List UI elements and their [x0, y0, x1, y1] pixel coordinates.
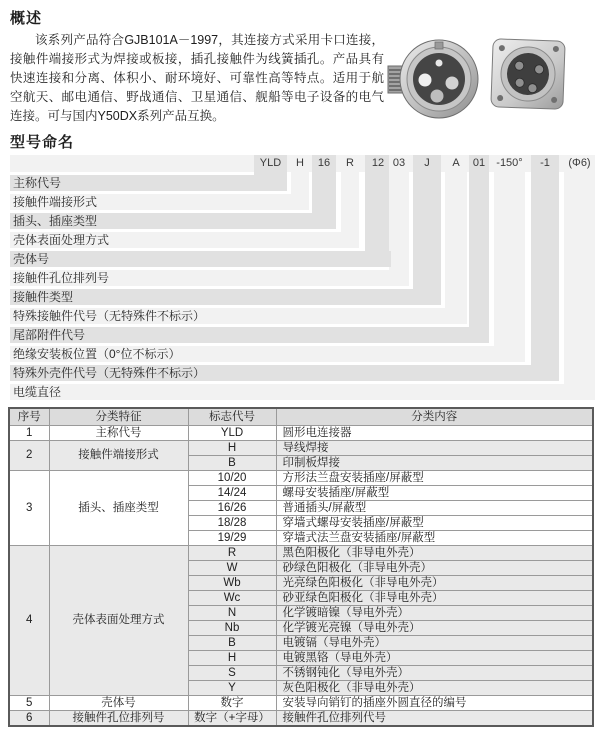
content-cell: 螺母安装插座/屏蔽型 [276, 486, 593, 501]
mark-code-cell: R [188, 546, 276, 561]
content-cell: 印制板焊接 [276, 456, 593, 471]
content-cell: 不锈钢钝化（导电外壳） [276, 666, 593, 681]
model-code-part: (Φ6) [568, 157, 591, 169]
content-cell: 电镀镉（导电外壳） [276, 636, 593, 651]
mark-code-cell: 18/28 [188, 516, 276, 531]
model-code-part: 01 [472, 157, 486, 169]
table-row [9, 696, 593, 711]
content-cell: 化学镀暗镍（导电外壳） [276, 606, 593, 621]
model-code-column-strip [389, 155, 409, 286]
model-code-column-strip [469, 155, 489, 343]
feature-cell: 主称代号 [49, 426, 188, 441]
content-cell: 电镀黑铬（导电外壳） [276, 651, 593, 666]
content-cell: 穿墙式螺母安装插座/屏蔽型 [276, 516, 593, 531]
feature-cell: 壳体号 [49, 696, 188, 711]
serial-no-cell: 2 [9, 441, 49, 471]
model-naming-label-bar: 接触件孔位排列号 [10, 270, 409, 286]
table-header-row [9, 408, 593, 426]
mark-code-cell: N [188, 606, 276, 621]
content-cell: 接触件孔位排列代号 [276, 711, 593, 727]
content-cell: 普通插头/屏蔽型 [276, 501, 593, 516]
feature-cell: 壳体表面处理方式 [49, 546, 188, 696]
mark-code-cell: 16/26 [188, 501, 276, 516]
mark-code-cell: H [188, 651, 276, 666]
mark-code-cell: 数字 [188, 696, 276, 711]
model-code-column-strip [564, 155, 595, 400]
content-cell: 圆形电连接器 [276, 426, 593, 441]
mark-code-cell: Wb [188, 576, 276, 591]
mark-code-cell: Wc [188, 591, 276, 606]
overview-section-title: 概述 [10, 10, 43, 27]
model-naming-label-bar: 尾部附件代号 [10, 327, 489, 343]
table-row [9, 441, 593, 456]
mark-code-cell: 19/29 [188, 531, 276, 546]
model-naming-label-bar: 壳体号 [10, 251, 391, 267]
model-naming-label-bar: 接触件类型 [10, 289, 441, 305]
table-row [9, 711, 593, 727]
content-cell: 穿墙式法兰盘安装插座/屏蔽型 [276, 531, 593, 546]
serial-no-cell: 3 [9, 471, 49, 546]
feature-cell: 接触件孔位排列号 [49, 711, 188, 727]
mark-code-cell: B [188, 456, 276, 471]
content-cell: 灰色阳极化（非导电外壳） [276, 681, 593, 696]
model-code-part: -150° [496, 157, 523, 169]
content-cell: 安装导向销钉的插座外圆直径的编号 [276, 696, 593, 711]
table-row [9, 546, 593, 561]
circular-plug-connector-photo [386, 36, 480, 127]
model-naming-label-bar: 特殊接触件代号（无特殊件不标示） [10, 308, 467, 324]
content-cell: 砂亚绿色阳极化（非导电外壳） [276, 591, 593, 606]
mark-code-cell: 14/24 [188, 486, 276, 501]
header-feature: 分类特征 [49, 408, 188, 426]
model-naming-label-bar: 壳体表面处理方式 [10, 232, 359, 248]
model-code-part: 03 [392, 157, 406, 169]
model-code-part: 16 [317, 157, 331, 169]
model-naming-label-bar: 特殊外壳件代号（无特殊件不标示） [10, 365, 559, 381]
mark-code-cell: H [188, 441, 276, 456]
content-cell: 砂绿色阳极化（非导电外壳） [276, 561, 593, 576]
model-code-column-strip [531, 155, 559, 381]
square-flange-receptacle-photo [487, 36, 569, 119]
model-code-column-strip [445, 155, 467, 324]
serial-no-cell: 6 [9, 711, 49, 727]
model-code-part: -1 [540, 157, 550, 169]
content-cell: 黑色阳极化（非导电外壳） [276, 546, 593, 561]
content-cell: 导线焊接 [276, 441, 593, 456]
model-naming-label-bar: 绝缘安装板位置（0°位不标示） [10, 346, 525, 362]
serial-no-cell: 4 [9, 546, 49, 696]
model-code-part: 12 [371, 157, 385, 169]
model-code-column-strip [494, 155, 525, 362]
content-cell: 方形法兰盘安装插座/屏蔽型 [276, 471, 593, 486]
mark-code-cell: W [188, 561, 276, 576]
model-naming-label-bar: 主称代号 [10, 175, 287, 191]
mark-code-cell: B [188, 636, 276, 651]
model-code-part: R [346, 157, 354, 169]
mark-code-cell: 数字（+字母） [188, 711, 276, 727]
overview-paragraph: 该系列产品符合GJB101A－1997，其连接方式采用卡口连接，接触件端接形式为焊接或板接，插孔接触件为线簧插孔。产品具有快速连接和分离、体积小、耐环境好、可靠性高等特点。适用于航空航天、邮电通信、野战通信、卫星通信、舰船等电子设备的电气连接。可与国内Y50DX系列产品互换。 [10, 33, 384, 123]
serial-no-cell: 1 [9, 426, 49, 441]
content-cell: 化学镀光亮镍（导电外壳） [276, 621, 593, 636]
table-row [9, 471, 593, 486]
content-cell: 光亮绿色阳极化（非导电外壳） [276, 576, 593, 591]
mark-code-cell: YLD [188, 426, 276, 441]
serial-no-cell: 5 [9, 696, 49, 711]
header-serial-no: 序号 [9, 408, 49, 426]
model-naming-diagram [0, 155, 600, 403]
header-mark-code: 标志代号 [188, 408, 276, 426]
model-naming-label-bar: 接触件端接形式 [10, 194, 309, 210]
model-naming-section-title: 型号命名 [10, 134, 75, 151]
feature-cell: 插头、插座类型 [49, 471, 188, 546]
header-content: 分类内容 [276, 408, 593, 426]
model-code-part: H [296, 157, 304, 169]
model-naming-label-bar: 电缆直径 [10, 384, 595, 400]
classification-table [8, 407, 594, 727]
model-code-part: YLD [259, 157, 282, 169]
feature-cell: 接触件端接形式 [49, 441, 188, 471]
model-code-column-strip [413, 155, 441, 305]
mark-code-cell: 10/20 [188, 471, 276, 486]
classification-table-body [9, 426, 593, 727]
model-code-part: J [424, 157, 430, 169]
mark-code-cell: S [188, 666, 276, 681]
mark-code-cell: Y [188, 681, 276, 696]
mark-code-cell: Nb [188, 621, 276, 636]
model-code-part: A [452, 157, 460, 169]
table-row [9, 426, 593, 441]
model-naming-label-bar: 插头、插座类型 [10, 213, 336, 229]
